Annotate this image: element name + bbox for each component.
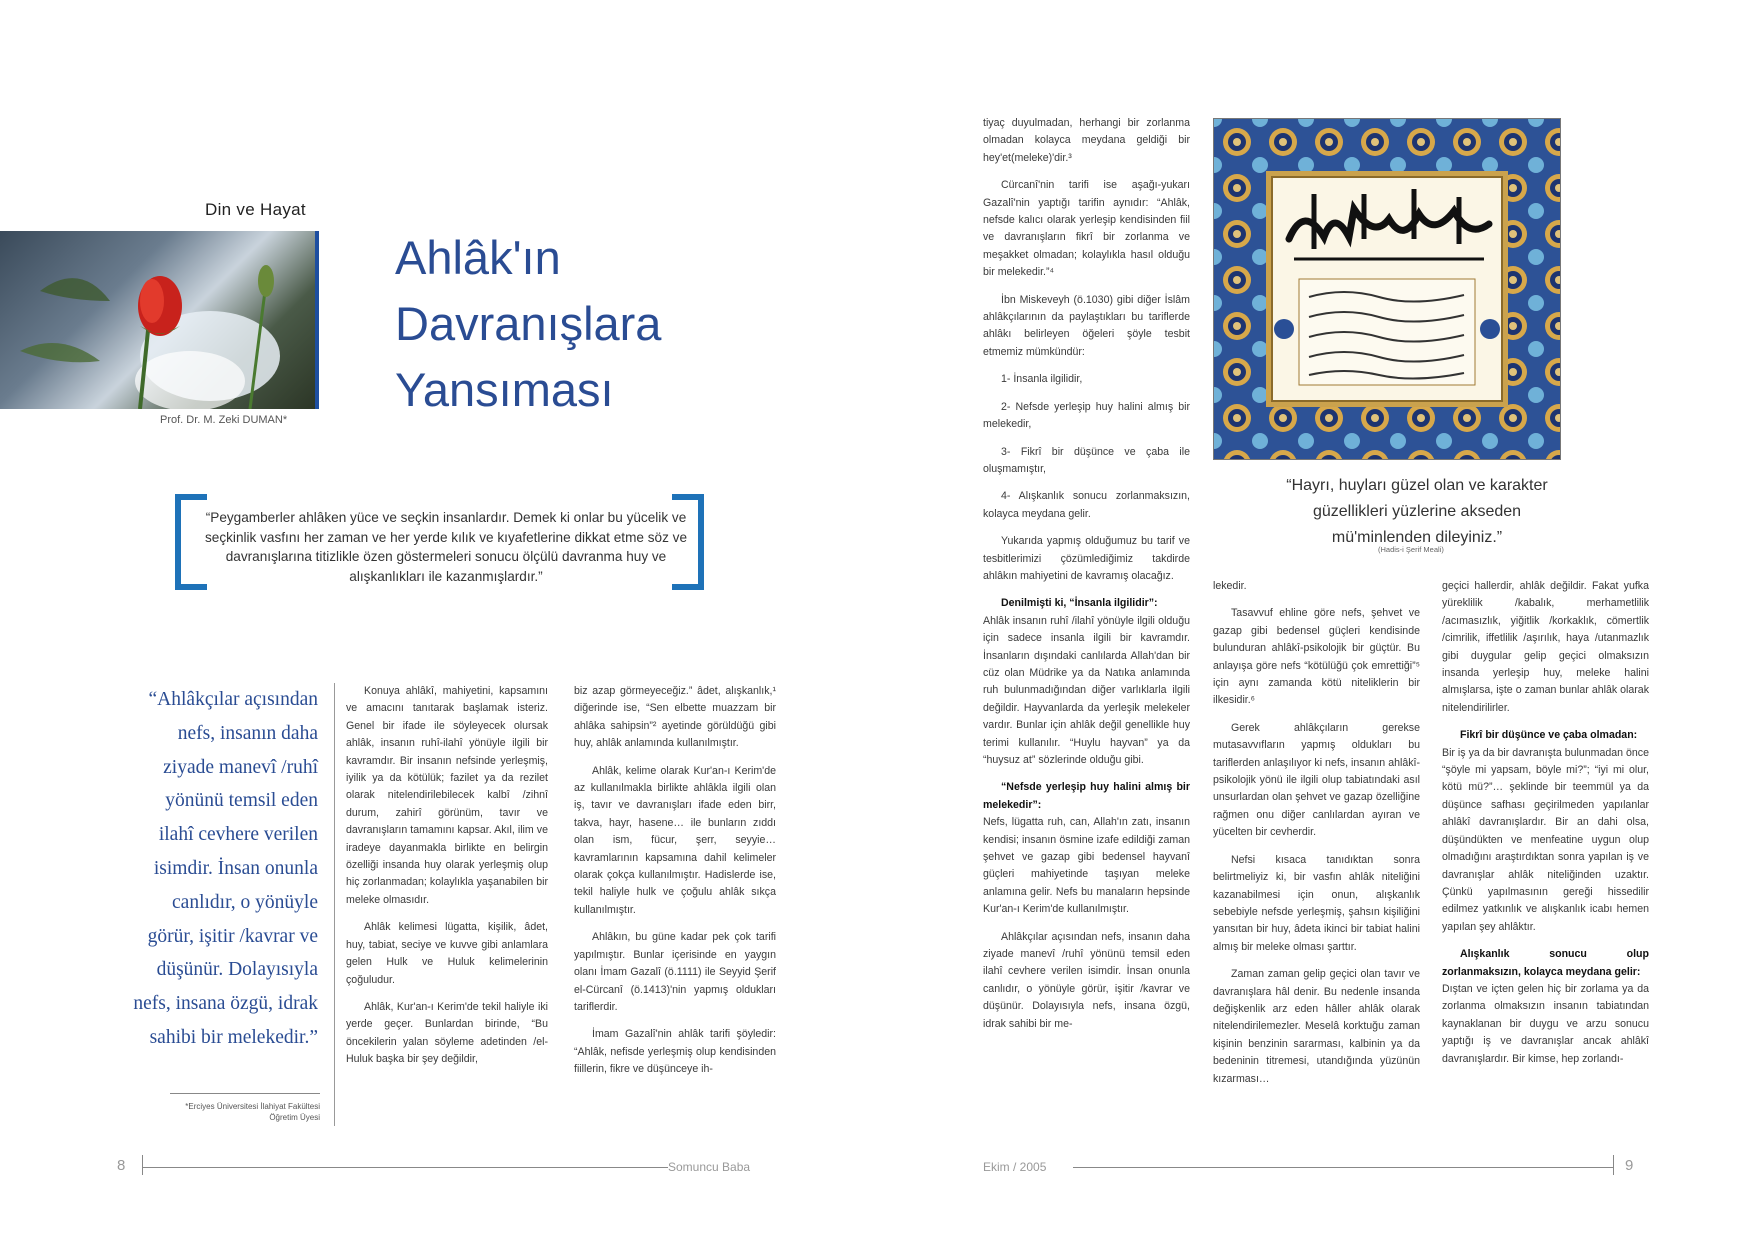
hadith-quote: “Hayrı, huyları güzel olan ve karakter güzellikleri yüzlerine akseden mü'minlenden dileyiniz.” [1286, 477, 1548, 546]
paragraph: Zaman zaman gelip geçici olan tavır ve davranışlara hâl denir. Bu nedenle insanda değişkenlik arz eden hâller ahlâk olarak nitelendirilemezler. Meselâ korktuğu zaman kişinin benzinin sararması, kalbinin ya da bedeninin titremesi, utandığında yüzünün kızarması… [1213, 968, 1420, 1085]
paragraph: 1- İnsanla ilgilidir, [1001, 373, 1083, 386]
side-quote: “Ahlâkçılar açısından nefs, insanın daha ziyade manevî /ruhî yönünü temsil eden ilahî cevhere verilen isimdir. İnsan onunla canlıdır, o yönüyle görür, işitir /kavrar ve düşünür. Dolayısıyla nefs, insana özgü, idrak sahibi bir melekedir.” [133, 689, 318, 1048]
paragraph: Tasavvuf ehline göre nefs, şehvet ve gazap gibi bedensel güçleri kendisinde bulunduran ahlâkî-psikolojik bir güçtür. Bu anlayışa göre nefs “kötülüğü çok emrettiği”⁵ için aynı zamanda kötü niteliklerin bir ilkesidir.⁶ [1213, 607, 1420, 707]
paragraph: 3- Fikrî bir düşünce ve çaba ile oluşmamıştır, [983, 445, 1190, 475]
paragraph: 4- Alışkanlık sonucu zorlanmaksızın, kolayca meydana gelir. [983, 490, 1190, 520]
footer-tick-right [1613, 1155, 1614, 1175]
title-line-1: Ahlâk'ın [395, 231, 561, 284]
page-number-right: 9 [1625, 1157, 1634, 1174]
subheading: “Nefsde yerleşip huy halini almış bir melekedir”: [983, 781, 1190, 811]
paragraph: Ahlâk insanın ruhî /ilahî yönüyle ilgili olduğu için sadece insanla ilgili bir kavramdır. İnsanların dışındaki canlılarda Allah'dan bir cüz olan Müdrike ya da Natıka anlamında ruh bulunmadığından diğer varlıklarla ilgili değildir. Hayvanlarda da yerleşik melekeler vardır. Bunlar için ahlâk değil genellikle huy terimi kullanılır. “Huylu hayvan” ya da “huysuz at” sözlerinde olduğu gibi. [983, 614, 1190, 766]
right-column-3 [1442, 578, 1649, 1078]
paragraph: Ahlâk, Kur'an-ı Kerim'de tekil haliyle iki yerde geçer. Bunlardan birinde, “Bu öncekilerin yalan söyleme adetinden /el-Huluk başka bir şey değildir, [346, 1000, 548, 1066]
paragraph: Cürcanî'nin tarifi ise aşağı-yukarı Gazalî'nin yaptığı tarifin aynıdır: “Ahlâk, nefsde kalıcı olarak yerleşip kendisinden fiil ve davranışların fikrî bir zorlanma ve meşakket olmadan; kolaylıkla hasıl olduğu bir melekedir.”⁴ [983, 179, 1190, 279]
section-label: Din ve Hayat [205, 200, 306, 219]
paragraph: Dıştan ve içten gelen hiç bir zorlama ya da zorlanma olmaksızın insanın tabiatından kaynaklanan bir duygu ve arzu sonucu yaptığı iş ve davranışlar ancak ahlâkî davranışlardır. Bir kimse, hep zorlandı- [1442, 982, 1649, 1065]
paragraph: Ahlâk kelimesi lügatta, kişilik, âdet, huy, tabiat, seciye ve kuvve gibi anlamlara gelen Hulk ve Huluk kelimelerinin çoğuludur. [346, 921, 548, 986]
paragraph: geçici hallerdir, ahlâk değildir. Fakat yufka yüreklilik /kabalık, merhametlilik /acımasızlık, yiğitlik /korkaklık, cömertlik /cimrilik, iffetlilik /aşırılık, haya /utanmazlık gibi duygular gelip geçici olmaksızın insanda yerleşip huy, meleke halini almışlarsa, işte o zaman bunlar ahlâk olarak nitelendirilirler. [1442, 580, 1649, 714]
left-column-1 [346, 683, 548, 1079]
paragraph: Bir iş ya da bir davranışta bulunmadan önce “şöyle mi yapsam, böyle mi?”; “iyi mi olur, kötü mü?”… şeklinde bir teemmül ya da düşünce safhası geçirilmeden yapılanlar ahlâkî davranışlardır. Bir an dahi olsa, düşündükten ve menfeatine uygun olup olmadığını araştırdıktan sonra yapılan iş ve davranışlar ahlâk niteliğinden uzaktır. Çünkü yapılmasının gereği hissedilir edilmez yatkınlık ve alışkanlık icabı hemen yapılan şey ahlâktır. [1442, 746, 1649, 933]
subheading: Denilmişti ki, “İnsanla ilgilidir”: [1001, 597, 1158, 610]
title-line-2: Davranışlara [395, 297, 662, 350]
footer-rule-right [1073, 1167, 1613, 1168]
paragraph: İmam Gazalî'nin ahlâk tarifi şöyledir: “Ahlâk, nefisde yerleşmiş olup kendisinden fiillerin, fikre ve düşünceye ih- [574, 1028, 776, 1076]
paragraph: Nefs, lügatta ruh, can, Allah'ın zatı, insanın kendisi; insanın ösmine izafe edildiği zaman şehvet ve gazap gibi bedensel hayvanî güçleri mahiyetinde taşıyan meleke anlamına gelir. Nefs bu manaların hepsinde Kur'an-ı Kerim'de kullanılmıştır. [983, 816, 1190, 916]
calligraphy-image [1213, 118, 1561, 460]
paragraph: tiyaç duyulmadan, herhangi bir zorlanma olmadan kolayca meydana geldiği bir hey'et(meleke)'dir.³ [983, 117, 1190, 164]
subheading: Alışkanlık sonucu olup zorlanmaksızın, kolayca meydana gelir: [1442, 948, 1649, 978]
article-title [395, 225, 661, 423]
page-number-left: 8 [117, 1157, 126, 1174]
rose-photo [0, 231, 319, 409]
paragraph: lekedir. [1213, 580, 1247, 592]
right-column-1 [983, 115, 1190, 1043]
paragraph: Gerek ahlâkçıların gerekse mutasavvıfların yapmış oldukları bu tariflerden anlaşılıyor ki nefs, insanın ahlâkî-psikolojik yönü ile ilgili olup tabiatındaki asıl unsurlardan olan şehvet ve gazap özelliğine rağmen onu diğer canlılardan ayıran ve yücelten bir cevherdir. [1213, 721, 1420, 839]
footnote-divider [170, 1093, 320, 1094]
title-line-3: Yansıması [395, 363, 614, 416]
footer-tick-left [142, 1155, 143, 1175]
right-column-2 [1213, 578, 1420, 1098]
left-column-2 [574, 683, 776, 1089]
footer-rule-left [142, 1167, 668, 1168]
paragraph: 2- Nefsde yerleşip huy halini almış bir melekedir, [983, 400, 1190, 431]
pull-quote: “Peygamberler ahlâken yüce ve seçkin insanlardır. Demek ki onlar bu yücelik ve seçkinlik vasfını her zaman ve her yerde kılık ve kıyafetlerine dikkat etme söz ve davranışlarına titizlikle özen göstermeleri sonucu ölçülü davranma huy ve alışkanlıkları ile kazanmışlardır.” [204, 510, 688, 584]
footnote: *Erciyes Üniversitesi İlahiyat Fakültesi Öğretim Üyesi [185, 1102, 320, 1122]
paragraph: Yukarıda yapmış olduğumuz bu tarif ve tesbitlerimizi çözümlediğimiz takdirde ahlâkın mahiyetini de kavramış olacağız. [983, 535, 1190, 582]
paragraph: Ahlâkçılar açısından nefs, insanın daha ziyade manevî /ruhî yönünü temsil eden ilahî cevhere verilen isimdir. İnsan onunla canlıdır, o yönüyle görür, işitir /kavrar ve düşünür. Dolayısıyla nefs, insana özgü, idrak sahibi bir me- [983, 930, 1190, 1030]
paragraph: Ahlâkın, bu güne kadar pek çok tarifi yapılmıştır. Bunlar içerisinde en yaygın olanı İmam Gazalî (ö.1111) ile Seyyid Şerif el-Cürcanî (ö.1413)'nin yapmış oldukları tariflerdir. [574, 931, 776, 1013]
paragraph: Konuya ahlâkî, mahiyetini, kapsamını ve amacını tanıtarak başlamak isteriz. Genel bir ifade ile söyleyecek olursak ahlâk, insanın ruhî-ilahî yönüyle ilgili bir kavramdır. Bir insanın nefsinde yerleşmiş, iyilik ya da kötülük; fazilet ya da rezilet olarak nitelendirilebilecek kalbî /zihnî durum, zahirî görünüm, tavır ve davranışların tamamını kapsar. Akıl, ilim ve iradeye dayanmakla birlikte en belirgin özelliği insanda huy olarak yerleşmiş olup hiç zorlanmadan; kolaylıkla yaşanabilen bir meleke olmasıdır. [346, 685, 548, 906]
paragraph: Ahlâk, kelime olarak Kur'an-ı Kerim'de az kullanılmakla birlikte ahlâkla ilgili olan iş, tavır ve davranışları ifade eden birr, takva, hayr, hasene… ile bunların zıddı olan ism, fücur, şerr, seyyie… kavramlarının kapsamına dahil kelimeler olarak çokça kullanılmıştır. Hadislerde ise, tekil haliyle hulk ve çoğulu ahlâk sıkça kullanılmıştır. [574, 764, 776, 916]
hadith-source: (Hadis-i Şerif Meali) [1378, 545, 1444, 554]
magazine-name: Somuncu Baba [668, 1160, 751, 1174]
column-divider [334, 683, 335, 1126]
subheading: Fikrî bir düşünce ve çaba olmadan: [1460, 729, 1638, 742]
paragraph: İbn Miskeveyh (ö.1030) gibi diğer İslâm ahlâkçılarının da paylaştıkları bu tariflerde ahlâkı belirleyen öğeleri şöyle tesbit etmemiz mümkündür: [983, 293, 1190, 358]
paragraph: Nefsi kısaca tanıdıktan sonra belirtmeliyiz ki, bir vasfın ahlâk niteliğini kazanabilmesi için onun, alışkanlık sebebiyle nefsde yerleşmiş, şahsın kişiliğini yansıtan bir huy, âdeta ikinci bir tabiat halini almış bir meleke olması şarttır. [1213, 853, 1420, 953]
issue-date: Ekim / 2005 [983, 1160, 1047, 1174]
author-name: Prof. Dr. M. Zeki DUMAN* [160, 414, 288, 426]
paragraph: biz azap görmeyeceğiz.” âdet, alışkanlık,¹ diğerinde ise, “Sen elbette muazzam bir ahlâka sahipsin”² ayetinde görüldüğü gibi huy, ahlâk anlamında kullanılmıştır. [574, 685, 776, 750]
